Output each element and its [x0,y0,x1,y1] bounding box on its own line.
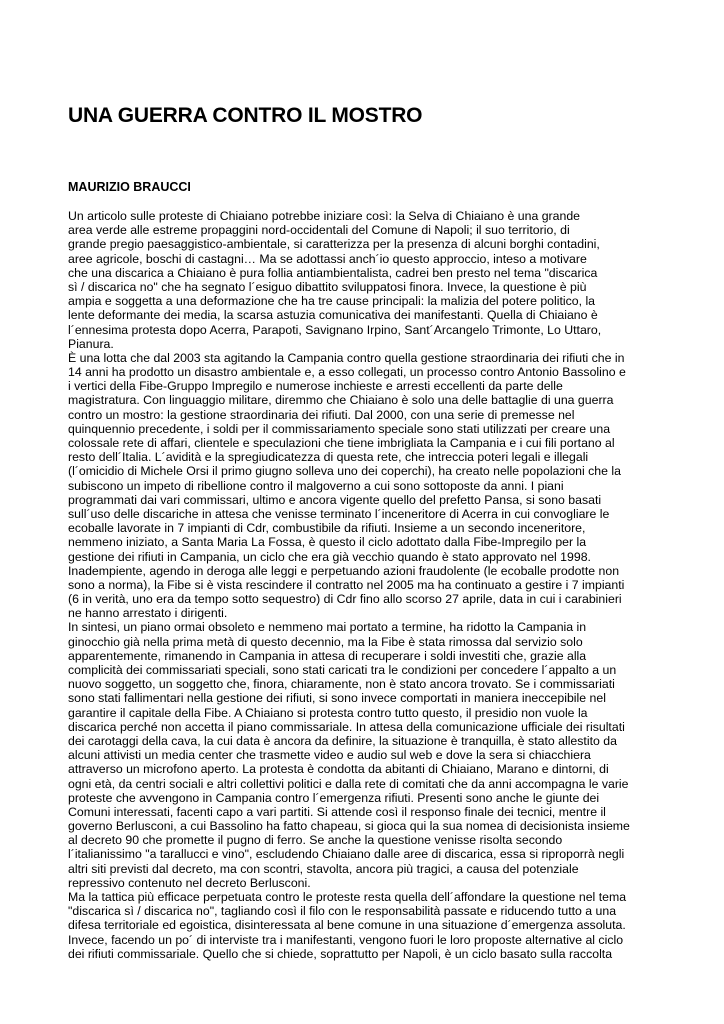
body-text-line: ecoballe lavorate in 7 impianti di Cdr, combustibile da rifiuti. Insieme a un secondo inceneritore, [68,521,586,536]
body-text-line: proteste che avvengono in Campania contro l´emergenza rifiuti. Presenti sono anche le giunte dei [68,790,600,805]
body-text-line: In sintesi, un piano ormai obsoleto e nemmeno mai portato a termine, ha ridotto la Campania in [68,620,587,635]
body-text-line: magistratura. Con linguaggio militare, diremmo che Chiaiano è solo una delle battaglie di una guerra [68,393,614,408]
body-text-line: ampia e soggetta a una deformazione che ha tre cause principali: la malizia del potere politico, la [68,294,596,309]
body-text-line: i vertici della Fibe-Gruppo Impregilo e numerose inchieste e arresti eccellenti da parte delle [68,379,563,394]
body-text-line: 14 anni ha prodotto un disastro ambientale e, a esso collegati, un processo contro Antonio Bassolino e [68,365,626,380]
body-text-line: quinquennio precedente, i soldi per il commissariamento speciale sono stati utilizzati per creare una [68,421,611,436]
body-text-line: ne hanno arrestato i dirigenti. [68,606,228,621]
body-text-line: programmati dai vari commissari, ultimo e ancora vigente quello del prefetto Pansa, si sono basati [68,492,602,507]
body-text-line: sono a norma), la Fibe si è vista rescindere il contratto nel 2005 ma ha continuato a gestire i 7 impianti [68,577,625,592]
body-text-line: complicità dei commissariati speciali, sono stati caricati tra le condizioni per concedere l´appalto a un [68,663,617,677]
body-text-line: altri siti previsti dal decreto, ma con scontri, stavolta, ancora più tragici, a causa del potenziale [68,861,579,876]
body-text-line: Ma la tattica più efficace perpetuata contro le proteste resta quella dell´affondare la questione nel tema [68,890,627,904]
body-text-line: subiscono un impeto di ribellione contro il malgoverno a cui sono sottoposte da anni. I piani [68,478,564,493]
body-text-line: colossale rete di affari, clientele e speculazioni che tiene imbrigliata la Campania e i cui fili portano al [68,436,615,450]
body-text-line: sì / discarica no" che ha segnato l´esiguo dibattito sviluppatosi finora. Invece, la questione è più [68,279,587,294]
article-author: MAURIZIO BRAUCCI [68,180,191,194]
body-text-line: Pianura. [68,336,114,351]
body-text-line: alcuni attivisti un media center che trasmette video e audio sul web e dove la sera si chiacchiera [68,748,591,763]
body-text-line: ginocchio già nella prima metà di questo decennio, ma la Fibe è stata rimossa dal servizio solo [68,634,583,649]
body-text-line: contro un mostro: la gestione straordinaria dei rifiuti. Dal 2000, con una serie di premesse nel [68,407,575,422]
body-text-line: aree agricole, boschi di castagni… Ma se adottassi anch´io questo approccio, inteso a motivare [68,251,587,266]
body-text-line: governo Berlusconi, a cui Bassolino ha fatto chapeau, si gioca qui la sua nomea di decisionista insieme [68,819,630,834]
body-text-line: gestione dei rifiuti in Campania, un ciclo che era già vecchio quando è stato approvato nel 1998. [68,549,591,564]
article-title: UNA GUERRA CONTRO IL MOSTRO [68,104,423,127]
body-text-line: lente deformante dei media, la scarsa astuzia comunicativa dei manifestanti. Quella di Chiaiano è [68,308,598,323]
body-text-line: garantire il capitale della Fibe. A Chiaiano si protesta contro tutto questo, il presidio non vuole la [68,705,588,720]
body-text-line: sull´uso delle discariche in attesa che venisse terminato l´inceneritore di Acerra in cui convogliare le [68,506,610,521]
body-text-line: "discarica sì / discarica no", tagliando così il filo con le responsabilità passate e riducendo tutto a una [68,904,617,919]
body-text-line: dei carotaggi della cava, la cui data è ancora da definire, la situazione è tranquilla, è stato allestito da [68,733,617,748]
body-text-line: (l´omicidio di Michele Orsi il primo giugno solleva uno dei coperchi), ha creato nelle popolazioni che la [68,464,621,479]
body-text-line: difesa territoriale ed egoistica, disinteressata al bene comune in una situazione d´emergenza assoluta. [68,918,626,933]
body-text-line: area verde alle estreme propaggini nord-occidentali del Comune di Napoli; il suo territorio, di [68,223,570,238]
body-text-line: grande pregio paesaggistico-ambientale, si caratterizza per la presenza di alcuni borghi contadini, [68,237,600,252]
body-text-line: l´italianissimo "a tarallucci e vino", escludendo Chiaiano dalle aree di discarica, essa si riproporrà negli [68,847,625,862]
body-text-line: ogni età, da centri sociali e altri collettivi politici e dalla rete di comitati che da anni accompagna le varie [68,776,629,791]
body-text-line: resto dell´Italia. L´avidità e la spregiudicatezza di questa rete, che intreccia poteri legali e illegali [68,450,589,465]
body-text-line: repressivo contenuto nel decreto Berlusconi. [68,875,311,890]
body-text-line: l´ennesima protesta dopo Acerra, Parapoti, Savignano Irpino, Sant´Arcangelo Trimonte, Lo Uttaro, [68,322,602,337]
body-text-line: al decreto 90 che promette il pugno di ferro. Se anche la questione venisse risolta secondo [68,833,563,848]
body-text-line: dei rifiuti commissariale. Quello che si chiede, soprattutto per Napoli, è un ciclo basato sulla raccolta [68,946,613,961]
body-text-line: È una lotta che dal 2003 sta agitando la Campania contro quella gestione straordinaria dei rifiuti che in [68,350,625,365]
body-text-line: Un articolo sulle proteste di Chiaiano potrebbe iniziare così: la Selva di Chiaiano è una grande [68,209,580,223]
body-text-line: nuovo soggetto, un soggetto che, finora, chiaramente, non è stato ancora trovato. Se i commissariati [68,677,615,692]
body-text-line: discarica perché non accetta il piano commissariale. In attesa della comunicazione ufficiale dei risultati [68,719,625,734]
body-text-line: Invece, facendo un po´ di interviste tra i manifestanti, vengono fuori le loro proposte alternative al ciclo [68,932,624,947]
body-text-line: nemmeno iniziato, a Santa Maria La Fossa, è questo il ciclo adottato dalla Fibe-Impregilo per la [68,535,587,550]
body-text-line: Comuni interessati, facenti capo a vari partiti. Si attende così il responso finale dei tecnici, mentre il [68,804,606,819]
body-text-line: che una discarica a Chiaiano è pura follia antiambientalista, cadrei ben presto nel tema "discarica [68,265,598,280]
body-text-line: attraverso un microfono aperto. La protesta è condotta da abitanti di Chiaiano, Marano e dintorni, di [68,762,609,777]
body-text-line: (6 in verità, uno era da tempo sotto sequestro) di Cdr fino allo scorso 27 aprile, data in cui i carabinieri [68,592,622,607]
body-text-line: sono stati fallimentari nella gestione dei rifiuti, si sono invece comportati in maniera ineccepibile nel [68,691,606,706]
body-text-line: Inadempiente, agendo in deroga alle leggi e perpetuando azioni fraudolente (le ecoballe prodotte non [68,563,620,578]
body-text-line: apparentemente, rimanendo in Campania in attesa di recuperare i soldi investiti che, grazie alla [68,648,587,663]
article-body [68,209,668,961]
